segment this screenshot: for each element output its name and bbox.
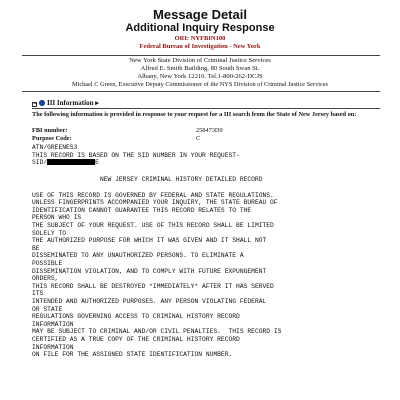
section-title: III Information <box>47 99 94 107</box>
paragraph-line: POSSIBLE <box>32 259 63 267</box>
address-line-2: Alfred E. Smith Building, 80 South Swan St. <box>140 65 260 72</box>
paragraph-line: BE <box>32 244 40 252</box>
intro-text: The following information is provided in response to your request for a III search from the State of New Jersey based on: <box>32 111 357 118</box>
fbi-number-label: FBI number: <box>32 127 68 134</box>
basis-line: THIS RECORD IS BASED ON THE SID NUMBER IN YOUR REQUEST- <box>32 151 240 159</box>
paragraph-line: IDENTIFICATION CANNOT GUARANTEE THIS RECORD RELATES TO THE <box>32 206 252 214</box>
collapse-icon[interactable]: − <box>33 101 38 107</box>
paragraph-line: REGULATIONS GOVERNING ACCESS TO CRIMINAL HISTORY RECORD <box>32 313 240 321</box>
paragraph-line: PERSON WHO IS <box>32 214 82 222</box>
paragraph-line: MAY BE SUBJECT TO CRIMINAL AND/OR CIVIL PENALTIES. THIS RECORD IS <box>32 328 282 336</box>
purpose-code-value: C <box>196 135 201 142</box>
paragraph-line: UNLESS FINGERPRINTS ACCOMPANIED YOUR INQUIRY, THE STATE BUREAU OF <box>32 199 278 207</box>
paragraph-line: DISSEMINATION VIOLATION, AND TO COMPLY WITH FUTURE EXPUNGEMENT <box>32 267 267 275</box>
address-line-3: Albany, New York 12210. Tel.1-800-262-DCJS <box>137 73 263 80</box>
paragraph-line: INTENDED AND AUTHORIZED PURPOSES. ANY PERSON VIOLATING FEDERAL <box>32 297 267 305</box>
paragraph-line: OR STATE <box>32 305 63 313</box>
paragraph-line: THE AUTHORIZED PURPOSE FOR WHICH IT WAS GIVEN AND IT SHALL NOT <box>32 237 267 245</box>
expand-arrow-icon: ▸ <box>93 99 99 107</box>
page-subtitle: Additional Inquiry Response <box>125 22 275 34</box>
purpose-code-label: Purpose Code: <box>32 135 72 142</box>
sid-suffix: E <box>95 159 99 166</box>
sid-line <box>32 159 99 167</box>
top-divider <box>22 55 380 56</box>
paragraph-line: ON FILE FOR THE ASSIGNED STATE IDENTIFICATION NUMBER. <box>32 351 233 359</box>
paragraph-line: CERTIFIED AS A TRUE COPY OF THE CRIMINAL HISTORY RECORD <box>32 335 240 343</box>
report-title: NEW JERSEY CRIMINAL HISTORY DETAILED RECORD <box>100 176 263 183</box>
paragraph-line: ORDERS, <box>32 275 59 283</box>
paragraph-line: THE SUBJECT OF YOUR REQUEST. USE OF THIS RECORD SHALL BE LIMITED <box>32 221 274 229</box>
redaction-block <box>47 159 95 165</box>
paragraph-line: DISSEMINATED TO ANY UNAUTHORIZED PERSONS. TO ELIMINATE A <box>32 252 244 260</box>
page-title: Message Detail <box>153 7 247 22</box>
ori-code: ORI: NYFBIN100 <box>174 35 226 42</box>
section-header[interactable] <box>32 99 99 108</box>
sid-prefix: SID/ <box>32 159 48 166</box>
address-divider <box>22 91 380 92</box>
section-divider <box>32 108 380 109</box>
atn-line: ATN/GREENES3 <box>32 144 78 151</box>
paragraph-line: INFORMATION <box>32 343 74 351</box>
address-line-1: New York State Division of Criminal Justice Services <box>129 57 271 64</box>
paragraph-line: USE OF THIS RECORD IS GOVERNED BY FEDERAL AND STATE REGULATIONS. <box>32 191 274 199</box>
paragraph-line: THIS RECORD SHALL BE DESTROYED *IMMEDIATELY* AFTER IT HAS SERVED <box>32 282 274 290</box>
paragraph-line: ITS <box>32 290 44 298</box>
agency-name: Federal Bureau of Investigation - New York <box>139 43 261 50</box>
paragraph-line: SOLELY TO <box>32 229 67 237</box>
bullet-icon <box>39 100 45 106</box>
paragraph-line: INFORMATION <box>32 320 74 328</box>
address-line-4: Michael C Green, Executive Deputy Commissioner of the NYS Division of Criminal Justice Services <box>71 81 329 88</box>
fbi-number-value: 258473D9 <box>196 127 223 134</box>
